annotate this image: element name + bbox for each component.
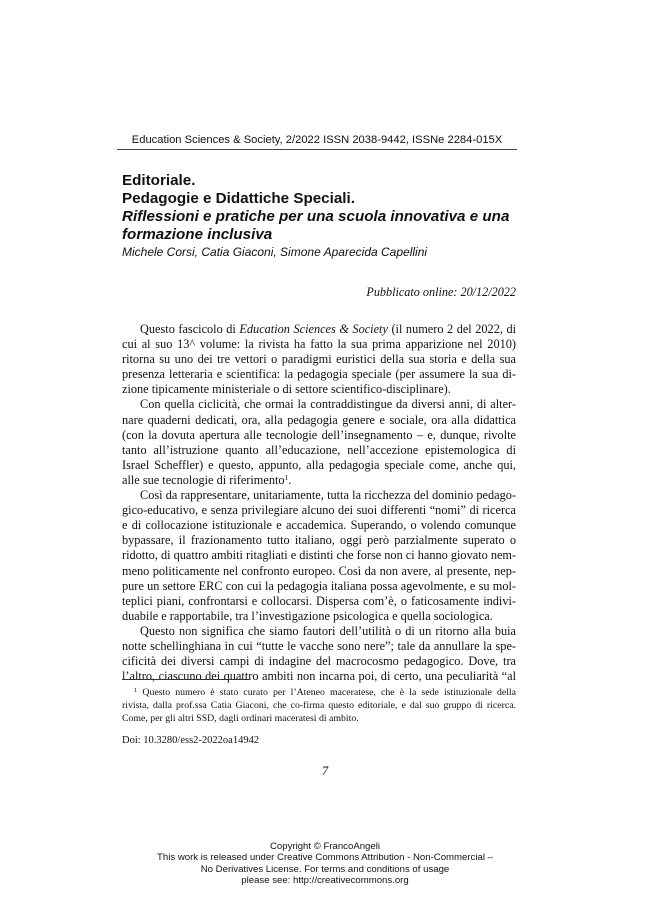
body-line: ritorna su uno dei tre vettori o paradigmi euristici della sua storia e della sua: [122, 352, 516, 367]
article-subtitle-line-1: Riflessioni e pratiche per una scuola innovativa e una: [122, 208, 510, 225]
body-line: teplici piani, confrontarsi e collocarsi. Dispersa com’è, o faticosamente indivi-: [122, 593, 516, 608]
body-span: alle sue tecnologie di riferimento: [122, 472, 285, 487]
body-line: meno politicamente nel confronto europeo. Così da non avere, al presente, nep-: [122, 563, 516, 578]
license-link[interactable]: please see: http://creativecommons.org: [241, 875, 409, 887]
body-line: ridotto, di quattro ambiti ritagliati e distinti che forse non ci hanno giovato nem-: [122, 548, 517, 563]
body-line: cui al suo 13^ volume: la rivista ha fatto la sua prima apparizione nel 2010): [122, 337, 516, 352]
body-line: Con quella ciclicità, che ormai la contraddistingue da diversi anni, di alter-: [140, 397, 516, 412]
footnote-number: 1: [134, 687, 138, 694]
body-span: Questo fascicolo di: [140, 322, 240, 336]
body-line: (con la dovuta apertura alle tecnologie dell’insegnamento – e, dunque, rivolte: [122, 427, 516, 442]
body-line: bypassare, il frazionamento tutto italiano, oggi però parzialmente superato o: [122, 533, 516, 548]
footnote-line: [122, 686, 516, 699]
body-line: zione tipicamente ministeriale o di settore scientifico-disciplinare).: [122, 382, 451, 397]
body-text: [122, 322, 516, 684]
body-span: (il numero 2 del 2022, di: [387, 322, 517, 336]
body-line: [122, 322, 516, 337]
body-line: notte schellinghiana in cui “tutte le vacche sono nere”; tale da annullare la spe-: [122, 638, 516, 653]
page-number: 7: [321, 764, 329, 778]
footnote: [122, 686, 516, 725]
body-line: cificità dei diversi campi di indagine del macrocosmo pedagogico. Dove, tra: [122, 654, 516, 669]
copyright-line: Copyright © FrancoAngeli: [270, 841, 380, 852]
footnote-span: Questo numero è stato curato per l’Ateneo maceratese, che è la sede istituzionale della: [137, 687, 516, 698]
body-line: tanto all’istruzione quanto all’educazione, nell’accezione epistemologica di: [122, 442, 516, 457]
journal-name: Education Sciences & Society: [239, 322, 388, 336]
body-line: [122, 473, 516, 488]
body-line: Così da rappresentare, unitariamente, tutta la ricchezza del dominio pedago-: [140, 488, 516, 503]
title-block: [122, 172, 522, 260]
article-subtitle-line-2: formazione inclusiva: [122, 226, 273, 243]
license-line: This work is released under Creative Commons Attribution - Non-Commercial –: [157, 852, 493, 864]
body-span: .: [288, 472, 292, 487]
footnote-marker-link[interactable]: 1: [284, 472, 289, 482]
license-line: No Derivatives License. For terms and conditions of usage: [200, 863, 450, 875]
body-line: pure un settore ERC con cui la pedagogia italiana possa agevolmente, e su mol-: [122, 578, 516, 593]
header-rule: [117, 149, 517, 150]
body-line: Questo non significa che siamo fautori dell’utilità o di un ritorno alla buia: [140, 623, 516, 638]
section-label: Editoriale.: [122, 172, 196, 189]
body-line: gico-educativo, e senza privilegiare alcuno dei suoi differenti “nomi” di ricerca: [122, 503, 516, 518]
running-header: Education Sciences & Society, 2/2022 ISSN 2038-9442, ISSNe 2284-015X: [131, 134, 503, 146]
footnote-rule: [122, 679, 249, 680]
publication-date: Pubblicato online: 20/12/2022: [366, 285, 516, 299]
doi: Doi: 10.3280/ess2-2022oa14942: [122, 735, 260, 746]
body-line: l’altro, ciascuno dei quattro ambiti non incarna poi, di certo, una peculiarità “al: [122, 669, 516, 684]
footnote-line: rivista, dalla prof.ssa Catia Giaconi, che co-firma questo editoriale, e dal suo gruppo di ricerca.: [122, 700, 516, 711]
footnote-line: Come, per gli altri SSD, dagli ordinari maceratesi di ambito.: [122, 713, 359, 724]
body-line: duabile e rapportabile, tra l’investigazione psicologica e quella sociologica.: [122, 608, 493, 623]
copyright-notice: [0, 841, 650, 887]
authors: Michele Corsi, Catia Giaconi, Simone Aparecida Capellini: [122, 245, 428, 259]
article-title: Pedagogie e Didattiche Speciali.: [122, 190, 355, 207]
body-line: Israel Scheffler) e questo, appunto, alla pedagogia speciale come, anche qui,: [122, 457, 516, 472]
body-line: presenza letteraria e scientifica: la pedagogia speciale (per assumere la sua di-: [122, 367, 516, 382]
body-line: nare quaderni dedicati, ora, alla pedagogia genere e sociale, ora alla didattica: [122, 412, 516, 427]
body-line: e di collocazione istituzionale e accademica. Superando, o volendo comunque: [122, 518, 516, 533]
